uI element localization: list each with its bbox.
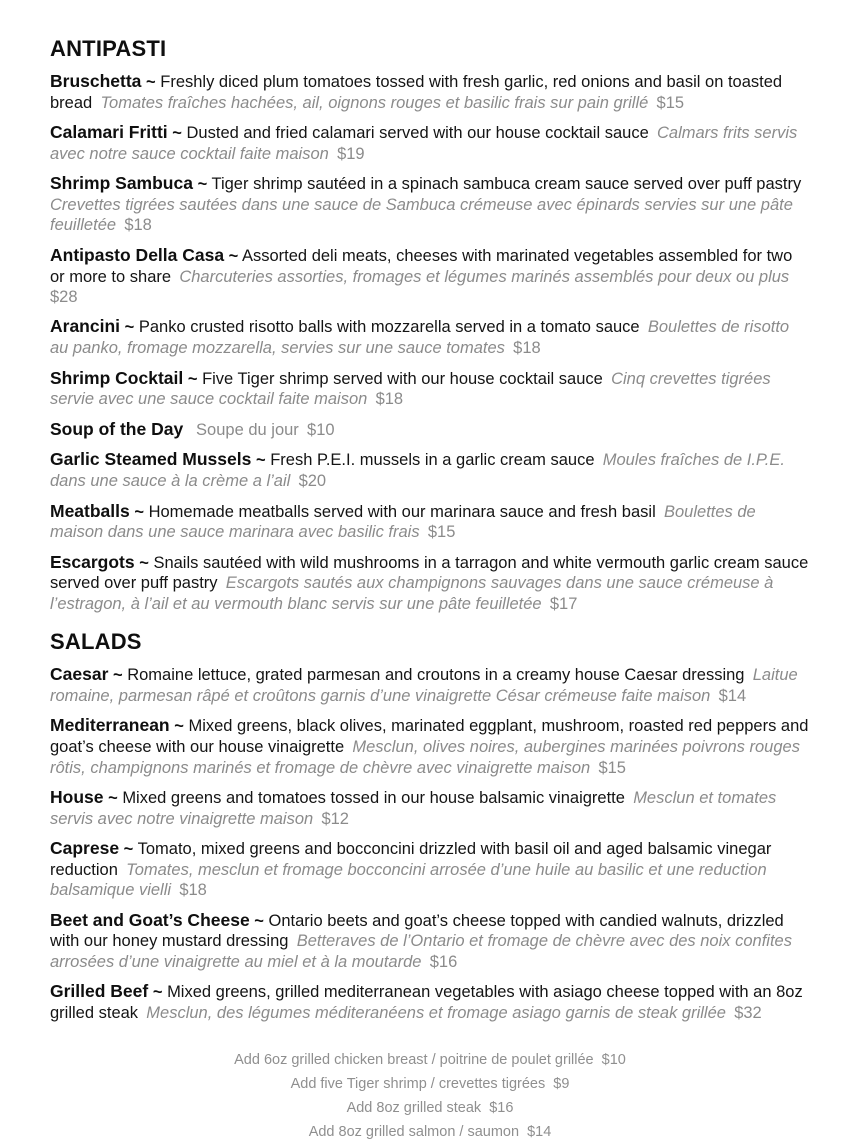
addons-list [50, 1051, 810, 1142]
menu-item-caprese [50, 838, 810, 901]
dish-price: $15 [427, 523, 456, 542]
menu-item-calamari-fritti [50, 122, 810, 164]
dish-name: Shrimp Sambuca [50, 173, 193, 194]
dish-description-fr: Mesclun, olives noires, aubergines marinées poivrons rouges rôtis, champignons marinés et fromage de chèvre avec vinaigrette maison [50, 738, 800, 777]
dish-name: Arancini [50, 316, 121, 337]
dish-description-fr: Tomates, mesclun et fromage bocconcini arrosée d’une huile au basilic et une reduction balsamique vielli [50, 860, 767, 900]
dish-name: Caesar [50, 664, 109, 685]
dish-description-en: Tomato, mixed greens and bocconcini drizzled with basil oil and aged balsamic vinegar reduction [50, 840, 772, 879]
menu-item-shrimp-cocktail [50, 368, 810, 410]
menu-item-beet-and-goats-cheese [50, 910, 810, 973]
dish-price: $17 [549, 594, 578, 613]
addon-line-steak: Add 8oz grilled steak $16 [346, 1099, 514, 1116]
dish-price: $18 [375, 390, 404, 409]
tilde-separator: ~ [146, 73, 156, 91]
dish-price: $14 [718, 687, 747, 705]
dish-description-en: Tiger shrimp sautéed in a spinach sambuca cream sauce served over puff pastry [211, 175, 802, 194]
dish-description-fr: Tomates fraîches hachées, ail, oignons rouges et basilic frais sur pain grillé [100, 93, 649, 112]
dish-description-fr: Laitue romaine, parmesan râpé et croûtons garnis d’une vinaigrette César crémeuse faite maison [50, 666, 798, 705]
dish-price: $28 [50, 288, 78, 307]
dish-description-en: Panko crusted risotto balls with mozzarella served in a tomato sauce [138, 318, 640, 337]
tilde-separator: ~ [152, 983, 163, 1002]
dish-description-fr: Boulettes de risotto au panko, fromage mozzarella, servies sur une sauce tomates [50, 318, 790, 358]
dish-price: $15 [656, 93, 685, 112]
dish-name: Garlic Steamed Mussels [50, 449, 252, 470]
addon-line-shrimp: Add five Tiger shrimp / crevettes tigrées $9 [290, 1075, 570, 1092]
dish-description-en: Freshly diced plum tomatoes tossed with fresh garlic, red onions and basil on toasted bread [50, 73, 783, 112]
section-title-antipasti: ANTIPASTI [50, 36, 167, 61]
dish-description-en: Assorted deli meats, cheeses with marinated vegetables assembled for two or more to share [50, 246, 793, 286]
dish-price: $19 [337, 144, 365, 163]
dish-description-fr: Mesclun, des légumes méditeranéens et fromage asiago garnis de steak grillée [146, 1004, 726, 1023]
tilde-separator: ~ [172, 124, 182, 143]
dish-price: $16 [429, 952, 458, 971]
dish-name: Shrimp Cocktail [50, 367, 184, 388]
tilde-separator: ~ [112, 666, 123, 685]
dish-description-en: Ontario beets and goat’s cheese topped with candied walnuts, drizzled with our honey mustard dressing [50, 911, 784, 951]
dish-description-en: Mixed greens, grilled mediterranean vegetables with asiago cheese topped with an 8oz grilled steak [50, 983, 803, 1023]
dish-description-fr: Crevettes tigrées sautées dans une sauce de Sambuca crémeuse avec épinards servies sur une pâte feuilletée [50, 195, 793, 235]
dish-description-fr: Betteraves de l’Ontario et fromage de chèvre avec des noix confites arrosées d’une vinaigrette au miel et à la moutarde [50, 932, 792, 971]
dish-price: $15 [598, 758, 626, 777]
dish-price: $18 [124, 216, 152, 235]
dish-name: Beet and Goat’s Cheese [50, 909, 250, 930]
dish-name: Caprese [50, 838, 120, 859]
dish-price: $20 [298, 472, 327, 491]
dish-price: $18 [179, 881, 207, 900]
dish-description-en: Five Tiger shrimp served with our house cocktail sauce [202, 369, 603, 388]
tilde-separator: ~ [197, 175, 208, 194]
dish-description-fr: Boulettes de maison dans une sauce marinara avec basilic frais [50, 502, 756, 542]
dish-price: $10 [307, 420, 335, 439]
menu-item-soup-of-the-day [50, 419, 810, 441]
tilde-separator: ~ [134, 502, 144, 521]
addon-line-salmon: Add 8oz grilled salmon / saumon $14 [308, 1123, 552, 1140]
dish-description-en: Snails sautéed with wild mushrooms in a tarragon and white vermouth garlic cream sauce served over puff pastry [50, 553, 809, 593]
dish-description-en: Romaine lettuce, grated parmesan and croutons in a creamy house Caesar dressing [127, 666, 745, 685]
addon-line-chicken: Add 6oz grilled chicken breast / poitrine de poulet grillée $10 [234, 1051, 626, 1068]
dish-description-fr: Mesclun et tomates servis avec notre vinaigrette maison [50, 789, 777, 828]
tilde-separator: ~ [174, 717, 184, 736]
menu-item-house [50, 787, 810, 829]
menu-item-antipasto-della-casa [50, 245, 810, 308]
dish-name: Antipasto Della Casa [50, 244, 225, 265]
tilde-separator: ~ [139, 553, 149, 572]
dish-description-fr: Charcuteries assorties, fromages et légumes marinés assemblés pour deux ou plus [179, 267, 790, 286]
dish-name: Meatballs [50, 500, 130, 521]
menu-item-escargots [50, 552, 810, 615]
menu-item-mediterranean [50, 715, 810, 778]
tilde-separator: ~ [108, 789, 118, 808]
tilde-separator: ~ [124, 318, 135, 337]
menu-item-grilled-beef [50, 981, 810, 1023]
tilde-separator: ~ [254, 911, 264, 930]
tilde-separator: ~ [123, 840, 134, 859]
dish-price: $18 [513, 339, 541, 358]
menu-item-caesar [50, 664, 810, 706]
dish-name: Grilled Beef [50, 981, 149, 1002]
dish-name: Soup of the Day [50, 418, 184, 439]
dish-description-en: Fresh P.E.I. mussels in a garlic cream sauce [270, 451, 595, 470]
dish-description-fr: Calmars frits servis avec notre sauce cocktail faite maison [50, 124, 798, 163]
section-antipasti [50, 36, 810, 614]
section-salads [50, 629, 810, 1023]
dish-name: Calamari Fritti [50, 122, 168, 143]
dish-description-en: Dusted and fried calamari served with our house cocktail sauce [186, 124, 649, 143]
menu-item-meatballs [50, 501, 810, 543]
tilde-separator: ~ [228, 246, 239, 265]
dish-name: Mediterranean [50, 715, 170, 736]
menu-item-garlic-steamed-mussels [50, 449, 810, 491]
dish-description-fr: Moules fraîches de I.P.E. dans une sauce à la crème a l’ail [50, 451, 785, 491]
dish-name: Bruschetta [50, 71, 142, 91]
dish-description-fr: Escargots sautés aux champignons sauvages dans une sauce crémeuse à l’estragon, à l’ail et au vermouth blanc servis sur une pâte feuilletée [50, 574, 774, 613]
dish-description-fr: Soupe du jour [196, 420, 299, 439]
tilde-separator: ~ [187, 369, 198, 388]
dish-description-en: Mixed greens and tomatoes tossed in our house balsamic vinaigrette [122, 789, 625, 808]
section-title-salads: SALADS [50, 629, 142, 655]
menu-item-shrimp-sambuca [50, 173, 810, 236]
menu-item-bruschetta [50, 71, 810, 113]
dish-description-en: Mixed greens, black olives, marinated eggplant, mushroom, roasted red peppers and goat’s cheese with our house vinaigrette [50, 717, 809, 757]
dish-description-fr: Cinq crevettes tigrées servie avec une sauce cocktail faite maison [50, 369, 771, 409]
menu-item-arancini [50, 316, 810, 358]
tilde-separator: ~ [255, 451, 266, 470]
dish-description-en: Homemade meatballs served with our marinara sauce and fresh basil [148, 502, 656, 521]
dish-price: $32 [734, 1004, 762, 1023]
dish-price: $12 [321, 809, 349, 828]
dish-name: Escargots [50, 551, 135, 572]
dish-name: House [50, 787, 104, 808]
